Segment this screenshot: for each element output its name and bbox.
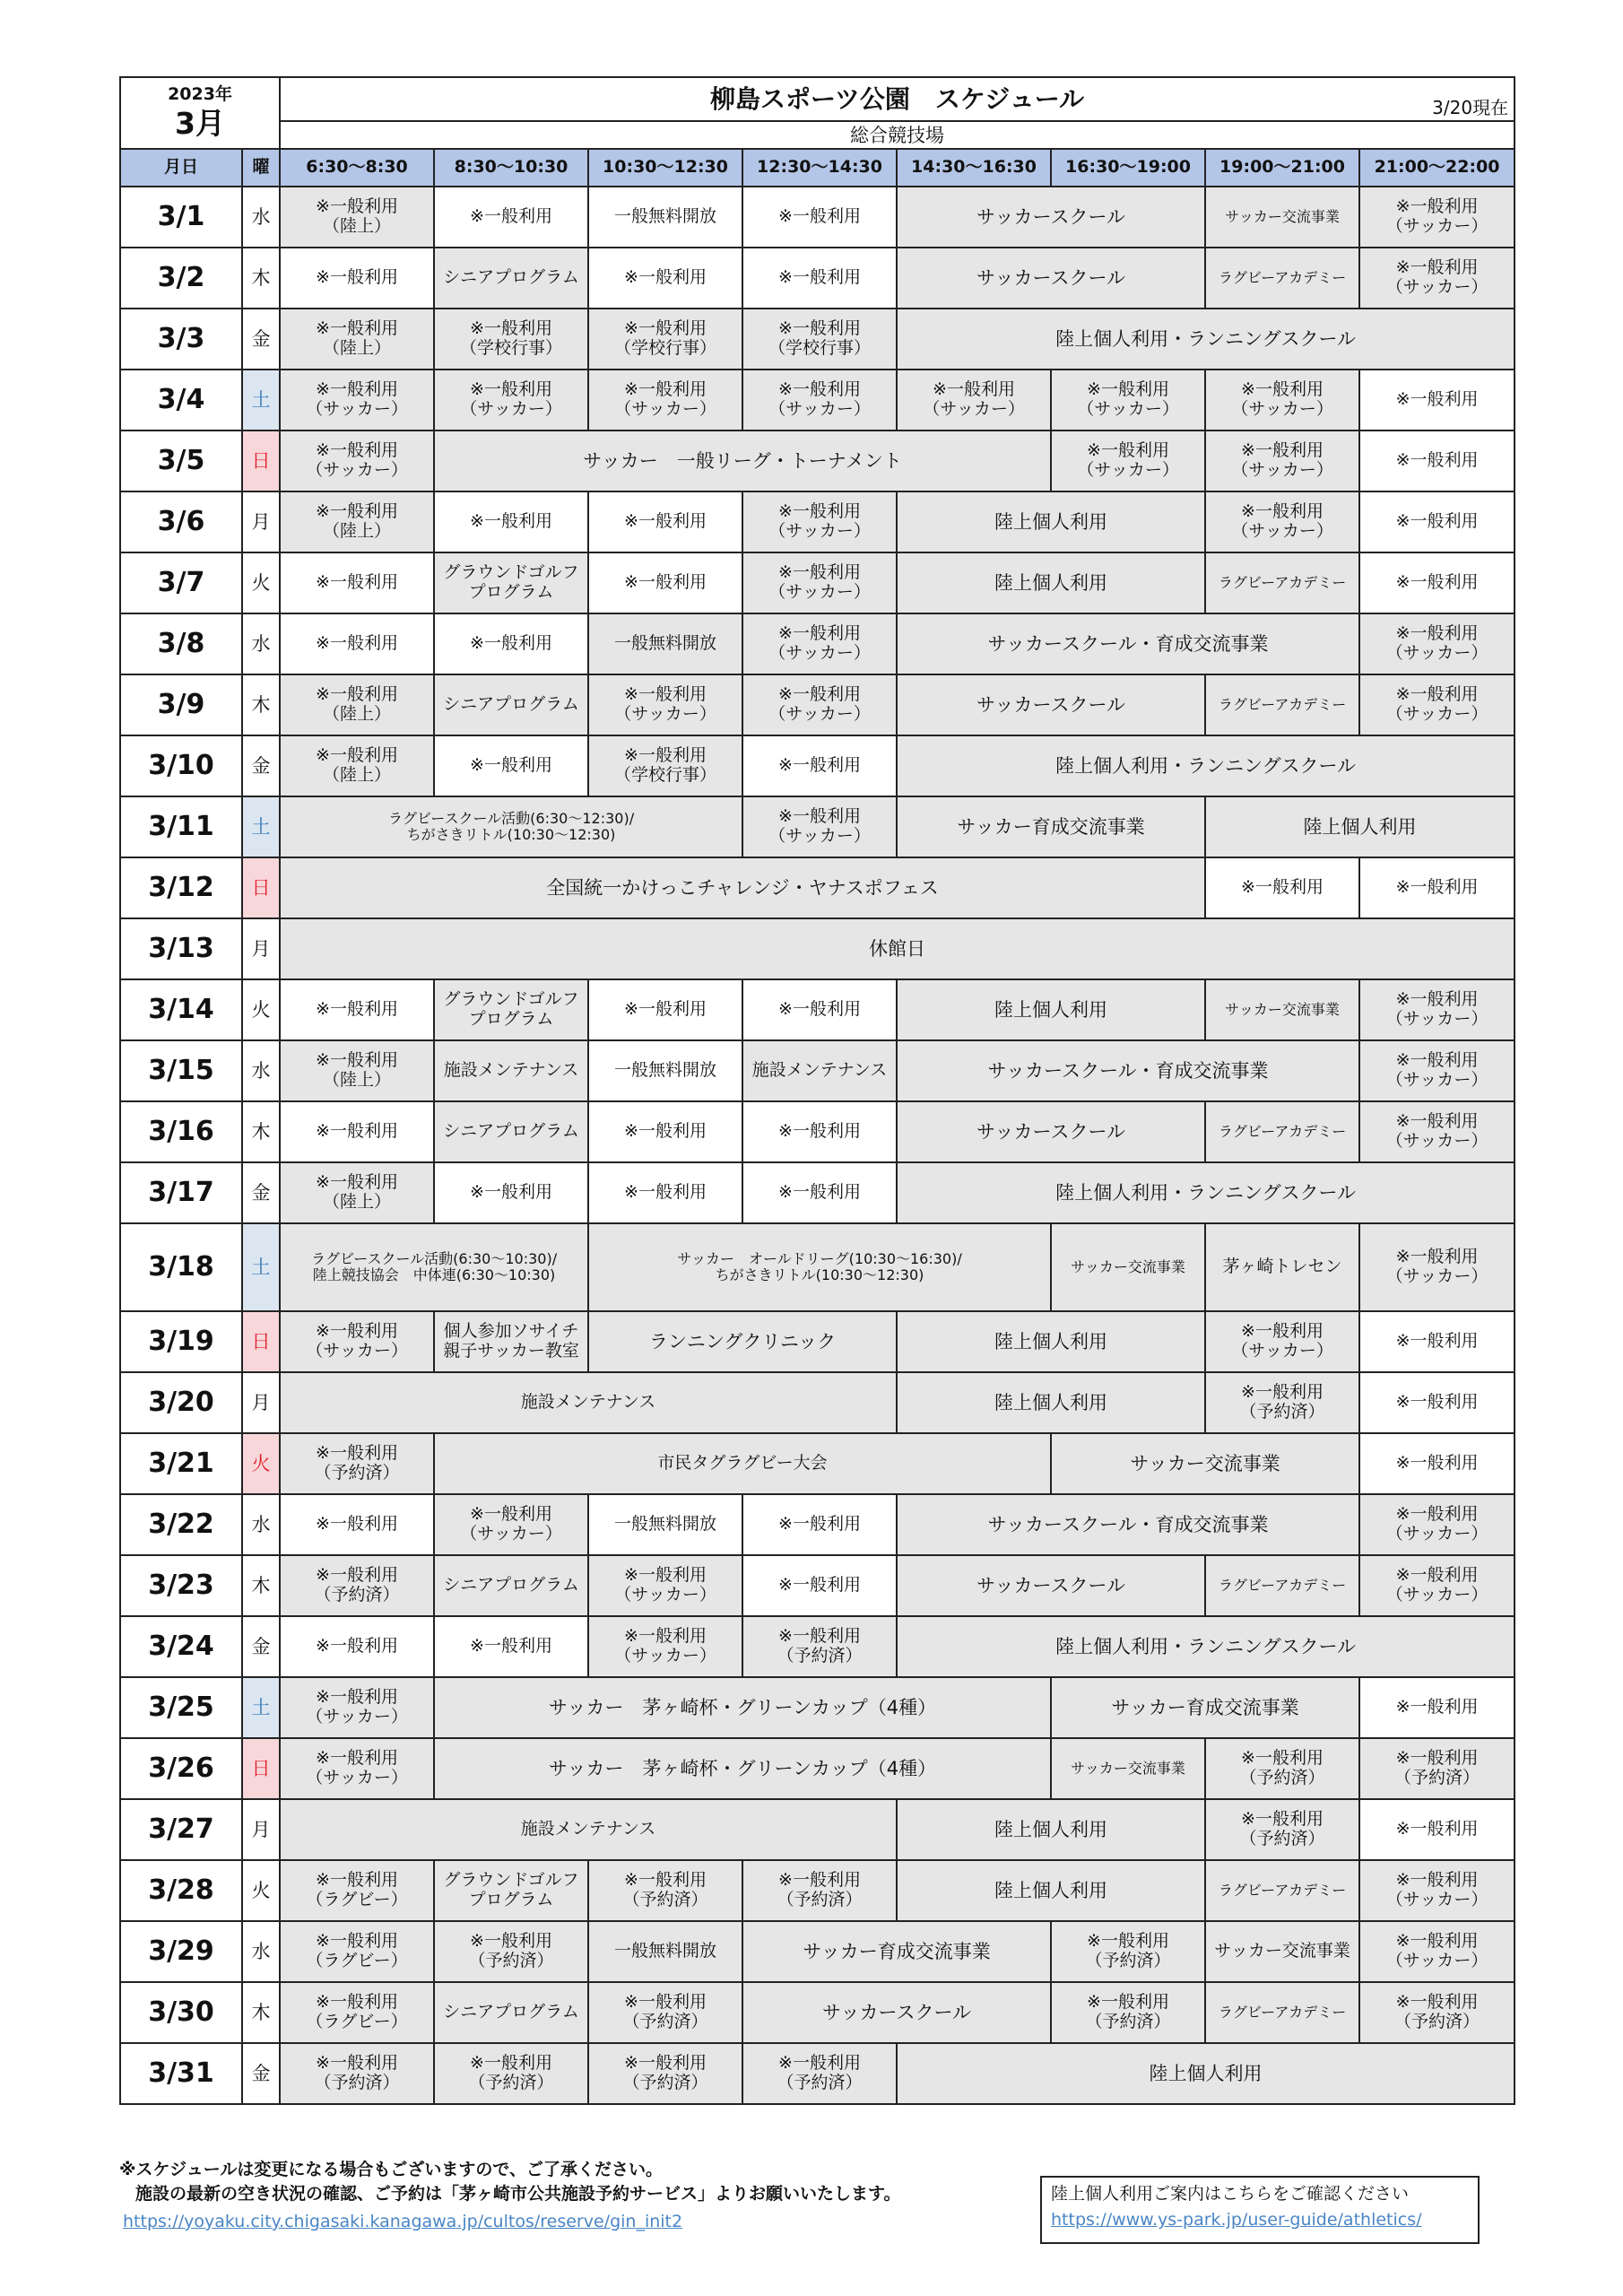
schedule-cell: サッカー交流事業 — [1205, 187, 1359, 248]
schedule-row — [120, 2043, 1515, 2104]
athletics-info-box — [1040, 2176, 1480, 2244]
schedule-cell: ※一般利用 （陸上） — [280, 491, 434, 552]
schedule-cell: 陸上個人利用 — [897, 979, 1205, 1040]
col-header-slot: 10:30～12:30 — [588, 149, 742, 187]
schedule-cell: サッカー交流事業 — [1205, 1921, 1359, 1982]
schedule-row — [120, 1494, 1515, 1555]
schedule-cell: ※一般利用 （サッカー） — [280, 370, 434, 430]
date-cell: 3/20 — [120, 1372, 242, 1433]
date-cell: 3/29 — [120, 1921, 242, 1982]
schedule-cell: ※一般利用 — [742, 1494, 897, 1555]
schedule-cell: 一般無料開放 — [588, 187, 742, 248]
date-cell: 3/26 — [120, 1738, 242, 1799]
schedule-cell: ※一般利用 （陸上） — [280, 674, 434, 735]
weekday-cell: 月 — [242, 1799, 280, 1860]
schedule-cell: ※一般利用 （サッカー） — [1359, 979, 1515, 1040]
schedule-cell: 施設メンテナンス — [742, 1040, 897, 1101]
schedule-row — [120, 309, 1515, 370]
schedule-cell: 一般無料開放 — [588, 1494, 742, 1555]
schedule-cell: ※一般利用 （サッカー） — [742, 613, 897, 674]
schedule-cell: ※一般利用 — [434, 1162, 588, 1223]
schedule-cell: ※一般利用 （学校行事） — [742, 309, 897, 370]
schedule-cell: ※一般利用 （サッカー） — [742, 796, 897, 857]
date-cell: 3/2 — [120, 248, 242, 309]
schedule-cell: ※一般利用 （学校行事） — [588, 309, 742, 370]
schedule-cell: ラグビースクール活動(6:30～12:30)/ ちがさきリトル(10:30～12:30) — [280, 796, 742, 857]
schedule-cell: グラウンドゴルフ プログラム — [434, 552, 588, 613]
schedule-row — [120, 1372, 1515, 1433]
schedule-cell: ※一般利用 （サッカー） — [1359, 1860, 1515, 1921]
schedule-cell: ラグビーアカデミー — [1205, 1555, 1359, 1616]
schedule-cell: サッカースクール・育成交流事業 — [897, 1040, 1359, 1101]
schedule-cell: 陸上個人利用 — [897, 491, 1205, 552]
schedule-cell: ※一般利用 — [280, 1616, 434, 1677]
year-month-cell — [120, 77, 280, 149]
schedule-cell: ※一般利用 — [434, 735, 588, 796]
schedule-cell: ※一般利用 （予約済） — [1359, 1738, 1515, 1799]
athletics-info-link[interactable]: https://www.ys-park.jp/user-guide/athletics/ — [1051, 2210, 1422, 2231]
schedule-cell: ※一般利用 （予約済） — [1359, 1982, 1515, 2043]
schedule-cell: ※一般利用 （陸上） — [280, 187, 434, 248]
column-header-row — [120, 149, 1515, 187]
date-cell: 3/23 — [120, 1555, 242, 1616]
schedule-cell: ※一般利用 （サッカー） — [588, 370, 742, 430]
date-cell: 3/1 — [120, 187, 242, 248]
schedule-row — [120, 918, 1515, 979]
schedule-cell: ※一般利用 （予約済） — [588, 2043, 742, 2104]
schedule-row — [120, 613, 1515, 674]
schedule-cell: ※一般利用 （サッカー） — [1359, 1921, 1515, 1982]
schedule-cell: ※一般利用 （サッカー） — [1359, 613, 1515, 674]
schedule-cell: ※一般利用 — [280, 552, 434, 613]
schedule-cell: 陸上個人利用 — [897, 1799, 1205, 1860]
weekday-cell: 水 — [242, 1494, 280, 1555]
schedule-cell: ※一般利用 （サッカー） — [1359, 674, 1515, 735]
schedule-cell: サッカー育成交流事業 — [1051, 1677, 1359, 1738]
schedule-cell: サッカー 茅ヶ崎杯・グリーンカップ（4種） — [434, 1677, 1051, 1738]
schedule-cell: ※一般利用 （陸上） — [280, 1040, 434, 1101]
schedule-cell: ※一般利用 （予約済） — [280, 1555, 434, 1616]
schedule-cell: ※一般利用 — [742, 1101, 897, 1162]
schedule-cell: ※一般利用 （サッカー） — [742, 491, 897, 552]
weekday-cell: 水 — [242, 187, 280, 248]
schedule-cell: サッカー 茅ヶ崎杯・グリーンカップ（4種） — [434, 1738, 1051, 1799]
schedule-cell: ※一般利用 （ラグビー） — [280, 1921, 434, 1982]
schedule-cell: 全国統一かけっこチャレンジ・ヤナスポフェス — [280, 857, 1205, 918]
weekday-cell: 金 — [242, 735, 280, 796]
schedule-cell: ※一般利用 — [588, 248, 742, 309]
schedule-cell: ※一般利用 — [742, 1555, 897, 1616]
schedule-cell: 陸上個人利用・ランニングスクール — [897, 1162, 1515, 1223]
schedule-cell: ※一般利用 （予約済） — [742, 1860, 897, 1921]
schedule-row — [120, 796, 1515, 857]
schedule-cell: ※一般利用 — [434, 491, 588, 552]
weekday-cell: 木 — [242, 674, 280, 735]
date-cell: 3/27 — [120, 1799, 242, 1860]
schedule-cell: ※一般利用 （サッカー） — [434, 1494, 588, 1555]
schedule-row — [120, 248, 1515, 309]
col-header-slot: 8:30～10:30 — [434, 149, 588, 187]
schedule-cell: ※一般利用 （サッカー） — [1359, 248, 1515, 309]
schedule-cell: ※一般利用 （サッカー） — [1359, 187, 1515, 248]
schedule-cell: 陸上個人利用・ランニングスクール — [897, 309, 1515, 370]
schedule-cell: ※一般利用 （予約済） — [1205, 1372, 1359, 1433]
date-cell: 3/10 — [120, 735, 242, 796]
schedule-cell: ※一般利用 — [1359, 552, 1515, 613]
schedule-cell: 陸上個人利用・ランニングスクール — [897, 1616, 1515, 1677]
date-cell: 3/4 — [120, 370, 242, 430]
schedule-row — [120, 1982, 1515, 2043]
weekday-cell: 火 — [242, 552, 280, 613]
schedule-row — [120, 491, 1515, 552]
schedule-row — [120, 1616, 1515, 1677]
schedule-cell: シニアプログラム — [434, 674, 588, 735]
schedule-cell: ラグビーアカデミー — [1205, 552, 1359, 613]
date-cell: 3/25 — [120, 1677, 242, 1738]
schedule-cell: ※一般利用 — [742, 248, 897, 309]
col-header-slot: 6:30～8:30 — [280, 149, 434, 187]
schedule-cell: サッカースクール・育成交流事業 — [897, 1494, 1359, 1555]
weekday-cell: 日 — [242, 1738, 280, 1799]
schedule-cell: サッカースクール・育成交流事業 — [897, 613, 1359, 674]
schedule-cell: ラグビーアカデミー — [1205, 1101, 1359, 1162]
date-cell: 3/24 — [120, 1616, 242, 1677]
schedule-cell: サッカースクール — [897, 1101, 1205, 1162]
schedule-cell: ※一般利用 （サッカー） — [1051, 430, 1205, 491]
weekday-cell: 月 — [242, 491, 280, 552]
weekday-cell: 日 — [242, 857, 280, 918]
date-cell: 3/11 — [120, 796, 242, 857]
schedule-cell: ※一般利用 （予約済） — [1051, 1982, 1205, 2043]
schedule-cell: ※一般利用 （予約済） — [434, 2043, 588, 2104]
schedule-cell: サッカースクール — [897, 1555, 1205, 1616]
schedule-cell: ※一般利用 — [1205, 857, 1359, 918]
venue-label: 総合競技場 — [280, 121, 1515, 149]
weekday-cell: 金 — [242, 309, 280, 370]
schedule-cell: ※一般利用 （陸上） — [280, 735, 434, 796]
weekday-cell: 土 — [242, 1223, 280, 1311]
schedule-cell: ※一般利用 （予約済） — [280, 1433, 434, 1494]
schedule-cell: サッカー 一般リーグ・トーナメント — [434, 430, 1051, 491]
schedule-cell: ※一般利用 — [588, 491, 742, 552]
weekday-cell: 金 — [242, 1162, 280, 1223]
schedule-cell: ※一般利用 （学校行事） — [434, 309, 588, 370]
schedule-cell: 休館日 — [280, 918, 1515, 979]
col-header-slot: 16:30～19:00 — [1051, 149, 1205, 187]
schedule-cell: ラグビースクール活動(6:30～10:30)/ 陸上競技協会 中体連(6:30～10:30) — [280, 1223, 588, 1311]
schedule-cell: ※一般利用 — [280, 979, 434, 1040]
schedule-row — [120, 1040, 1515, 1101]
date-cell: 3/19 — [120, 1311, 242, 1372]
date-cell: 3/8 — [120, 613, 242, 674]
schedule-cell: ※一般利用 （サッカー） — [742, 370, 897, 430]
schedule-cell: ランニングクリニック — [588, 1311, 897, 1372]
schedule-cell: ※一般利用 — [280, 1101, 434, 1162]
as-of-date: 3/20現在 — [1432, 96, 1509, 118]
schedule-row — [120, 1433, 1515, 1494]
schedule-cell: ※一般利用 — [434, 187, 588, 248]
weekday-cell: 水 — [242, 613, 280, 674]
schedule-cell: ※一般利用 （予約済） — [742, 2043, 897, 2104]
weekday-cell: 火 — [242, 979, 280, 1040]
col-header-dow: 曜 — [242, 149, 280, 187]
schedule-cell: ※一般利用 （陸上） — [280, 1162, 434, 1223]
schedule-cell: ※一般利用 （ラグビー） — [280, 1860, 434, 1921]
date-cell: 3/15 — [120, 1040, 242, 1101]
schedule-row — [120, 1860, 1515, 1921]
schedule-table — [119, 76, 1515, 2105]
schedule-cell: ※一般利用 （予約済） — [1051, 1921, 1205, 1982]
weekday-cell: 月 — [242, 918, 280, 979]
schedule-cell: ※一般利用 （サッカー） — [1359, 1101, 1515, 1162]
schedule-cell: ※一般利用 （サッカー） — [434, 370, 588, 430]
schedule-cell: ※一般利用 （予約済） — [280, 2043, 434, 2104]
schedule-cell: ※一般利用 — [1359, 1372, 1515, 1433]
schedule-cell: ※一般利用 — [588, 1162, 742, 1223]
weekday-cell: 月 — [242, 1372, 280, 1433]
schedule-cell: サッカースクール — [897, 248, 1205, 309]
schedule-row — [120, 1311, 1515, 1372]
date-cell: 3/7 — [120, 552, 242, 613]
schedule-cell: ※一般利用 （サッカー） — [1205, 491, 1359, 552]
schedule-row — [120, 1162, 1515, 1223]
month-label: 3月 — [175, 105, 225, 141]
weekday-cell: 日 — [242, 430, 280, 491]
schedule-cell: ※一般利用 （サッカー） — [280, 1677, 434, 1738]
schedule-cell: シニアプログラム — [434, 1101, 588, 1162]
schedule-cell: ※一般利用 — [434, 1616, 588, 1677]
date-cell: 3/31 — [120, 2043, 242, 2104]
schedule-cell: ※一般利用 （ラグビー） — [280, 1982, 434, 2043]
schedule-row — [120, 857, 1515, 918]
schedule-cell: ※一般利用 （サッカー） — [1205, 430, 1359, 491]
schedule-cell: シニアプログラム — [434, 1982, 588, 2043]
schedule-cell: サッカー育成交流事業 — [742, 1921, 1051, 1982]
schedule-cell: ラグビーアカデミー — [1205, 1860, 1359, 1921]
weekday-cell: 水 — [242, 1921, 280, 1982]
schedule-row — [120, 430, 1515, 491]
page-title: 柳島スポーツ公園 スケジュール — [709, 83, 1085, 114]
schedule-cell: ※一般利用 — [742, 735, 897, 796]
athletics-info-label: 陸上個人利用ご案内はこちらをご確認ください — [1051, 2184, 1410, 2204]
date-cell: 3/16 — [120, 1101, 242, 1162]
schedule-cell: サッカー オールドリーグ(10:30～16:30)/ ちがさきリトル(10:30～12:30) — [588, 1223, 1051, 1311]
schedule-cell: ※一般利用 （サッカー） — [1051, 370, 1205, 430]
col-header-date: 月日 — [120, 149, 242, 187]
schedule-cell: シニアプログラム — [434, 1555, 588, 1616]
weekday-cell: 日 — [242, 1311, 280, 1372]
weekday-cell: 火 — [242, 1433, 280, 1494]
schedule-cell: 陸上個人利用 — [897, 2043, 1515, 2104]
weekday-cell: 火 — [242, 1860, 280, 1921]
schedule-cell: ※一般利用 （サッカー） — [588, 1555, 742, 1616]
schedule-cell: 陸上個人利用 — [897, 1372, 1205, 1433]
schedule-cell: サッカー交流事業 — [1051, 1738, 1205, 1799]
schedule-cell: シニアプログラム — [434, 248, 588, 309]
schedule-cell: サッカー交流事業 — [1205, 979, 1359, 1040]
schedule-cell: ※一般利用 — [1359, 1311, 1515, 1372]
col-header-slot: 12:30～14:30 — [742, 149, 897, 187]
schedule-cell: ※一般利用 （サッカー） — [588, 674, 742, 735]
schedule-cell: サッカースクール — [897, 187, 1205, 248]
schedule-cell: 市民タグラグビー大会 — [434, 1433, 1051, 1494]
schedule-cell: ※一般利用 — [280, 1494, 434, 1555]
schedule-cell: ラグビーアカデミー — [1205, 1982, 1359, 2043]
schedule-cell: ※一般利用 （サッカー） — [1359, 1555, 1515, 1616]
schedule-row — [120, 1921, 1515, 1982]
schedule-cell: ※一般利用 — [1359, 1433, 1515, 1494]
schedule-cell: ※一般利用 （サッカー） — [742, 552, 897, 613]
date-cell: 3/30 — [120, 1982, 242, 2043]
schedule-row — [120, 1738, 1515, 1799]
weekday-cell: 木 — [242, 1982, 280, 2043]
schedule-row — [120, 1555, 1515, 1616]
schedule-cell: ※一般利用 — [280, 248, 434, 309]
date-cell: 3/9 — [120, 674, 242, 735]
schedule-cell: ※一般利用 （サッカー） — [588, 1616, 742, 1677]
schedule-cell: ※一般利用 （予約済） — [588, 1982, 742, 2043]
schedule-cell: ※一般利用 — [742, 187, 897, 248]
schedule-cell: ※一般利用 （陸上） — [280, 309, 434, 370]
date-cell: 3/21 — [120, 1433, 242, 1494]
weekday-cell: 水 — [242, 1040, 280, 1101]
reservation-link[interactable]: https://yoyaku.city.chigasaki.kanagawa.jp/cultos/reserve/gin_init2 — [123, 2212, 683, 2231]
schedule-cell: ※一般利用 （学校行事） — [588, 735, 742, 796]
year-label: 2023年 — [168, 84, 232, 105]
schedule-cell: 一般無料開放 — [588, 613, 742, 674]
col-header-slot: 19:00～21:00 — [1205, 149, 1359, 187]
schedule-cell: ※一般利用 — [1359, 370, 1515, 430]
schedule-cell: 陸上個人利用 — [897, 1860, 1205, 1921]
date-cell: 3/6 — [120, 491, 242, 552]
schedule-cell: 陸上個人利用・ランニングスクール — [897, 735, 1515, 796]
schedule-cell: サッカー交流事業 — [1051, 1433, 1359, 1494]
col-header-slot: 21:00～22:00 — [1359, 149, 1515, 187]
weekday-cell: 土 — [242, 370, 280, 430]
schedule-row — [120, 1677, 1515, 1738]
weekday-cell: 金 — [242, 1616, 280, 1677]
weekday-cell: 木 — [242, 1101, 280, 1162]
schedule-row — [120, 1799, 1515, 1860]
schedule-cell: ※一般利用 — [1359, 430, 1515, 491]
date-cell: 3/28 — [120, 1860, 242, 1921]
schedule-cell: ラグビーアカデミー — [1205, 674, 1359, 735]
schedule-cell: ※一般利用 — [1359, 1799, 1515, 1860]
date-cell: 3/3 — [120, 309, 242, 370]
weekday-cell: 木 — [242, 248, 280, 309]
schedule-row — [120, 1223, 1515, 1311]
schedule-cell: ※一般利用 （サッカー） — [1359, 1223, 1515, 1311]
schedule-row — [120, 979, 1515, 1040]
schedule-cell: 一般無料開放 — [588, 1040, 742, 1101]
schedule-cell: ラグビーアカデミー — [1205, 248, 1359, 309]
schedule-cell: ※一般利用 （予約済） — [742, 1616, 897, 1677]
schedule-cell: ※一般利用 — [1359, 491, 1515, 552]
schedule-row — [120, 735, 1515, 796]
schedule-cell: 個人参加ソサイチ 親子サッカー教室 — [434, 1311, 588, 1372]
schedule-cell: サッカースクール — [742, 1982, 1051, 2043]
schedule-cell: グラウンドゴルフ プログラム — [434, 979, 588, 1040]
schedule-cell: 陸上個人利用 — [1205, 796, 1515, 857]
schedule-cell: ※一般利用 — [1359, 1677, 1515, 1738]
footnote-line1: ※スケジュールは変更になる場合もございますので、ご了承ください。 — [119, 2160, 663, 2179]
schedule-cell: ※一般利用 （予約済） — [1205, 1738, 1359, 1799]
schedule-cell: ※一般利用 （サッカー） — [1359, 1494, 1515, 1555]
schedule-cell: ※一般利用 — [742, 979, 897, 1040]
schedule-cell: ※一般利用 （予約済） — [588, 1860, 742, 1921]
date-cell: 3/14 — [120, 979, 242, 1040]
col-header-slot: 14:30～16:30 — [897, 149, 1051, 187]
schedule-cell: サッカー交流事業 — [1051, 1223, 1205, 1311]
date-cell: 3/18 — [120, 1223, 242, 1311]
schedule-cell: ※一般利用 （サッカー） — [1359, 1040, 1515, 1101]
date-cell: 3/5 — [120, 430, 242, 491]
footnote-line2: 施設の最新の空き状況の確認、ご予約は「茅ヶ崎市公共施設予約サービス」よりお願いいたします。 — [135, 2183, 901, 2204]
schedule-cell: ※一般利用 — [588, 979, 742, 1040]
schedule-cell: サッカー育成交流事業 — [897, 796, 1205, 857]
schedule-cell: サッカースクール — [897, 674, 1205, 735]
weekday-cell: 土 — [242, 1677, 280, 1738]
schedule-cell: ※一般利用 （サッカー） — [742, 674, 897, 735]
schedule-cell: ※一般利用 — [588, 552, 742, 613]
schedule-cell: 茅ヶ崎トレセン — [1205, 1223, 1359, 1311]
weekday-cell: 金 — [242, 2043, 280, 2104]
schedule-cell: 施設メンテナンス — [280, 1372, 897, 1433]
schedule-row — [120, 1101, 1515, 1162]
schedule-row — [120, 674, 1515, 735]
date-cell: 3/17 — [120, 1162, 242, 1223]
schedule-cell: グラウンドゴルフ プログラム — [434, 1860, 588, 1921]
schedule-cell: ※一般利用 （サッカー） — [1205, 370, 1359, 430]
title-cell — [280, 77, 1515, 121]
schedule-row — [120, 552, 1515, 613]
schedule-cell: ※一般利用 （サッカー） — [280, 1738, 434, 1799]
weekday-cell: 木 — [242, 1555, 280, 1616]
schedule-cell: ※一般利用 （サッカー） — [897, 370, 1051, 430]
schedule-cell: ※一般利用 （予約済） — [1205, 1799, 1359, 1860]
schedule-cell: ※一般利用 （予約済） — [434, 1921, 588, 1982]
schedule-cell: ※一般利用 — [588, 1101, 742, 1162]
schedule-row — [120, 370, 1515, 430]
weekday-cell: 土 — [242, 796, 280, 857]
schedule-cell: 施設メンテナンス — [434, 1040, 588, 1101]
schedule-row — [120, 187, 1515, 248]
schedule-cell: ※一般利用 （サッカー） — [1205, 1311, 1359, 1372]
schedule-cell: ※一般利用 — [1359, 857, 1515, 918]
date-cell: 3/22 — [120, 1494, 242, 1555]
date-cell: 3/13 — [120, 918, 242, 979]
schedule-cell: ※一般利用 — [434, 613, 588, 674]
schedule-cell: ※一般利用 （サッカー） — [280, 1311, 434, 1372]
schedule-cell: 陸上個人利用 — [897, 552, 1205, 613]
schedule-cell: 一般無料開放 — [588, 1921, 742, 1982]
date-cell: 3/12 — [120, 857, 242, 918]
schedule-cell: ※一般利用 （サッカー） — [280, 430, 434, 491]
schedule-cell: 陸上個人利用 — [897, 1311, 1205, 1372]
schedule-cell: ※一般利用 — [742, 1162, 897, 1223]
footnote — [119, 2158, 900, 2205]
schedule-cell: 施設メンテナンス — [280, 1799, 897, 1860]
schedule-cell: ※一般利用 — [280, 613, 434, 674]
